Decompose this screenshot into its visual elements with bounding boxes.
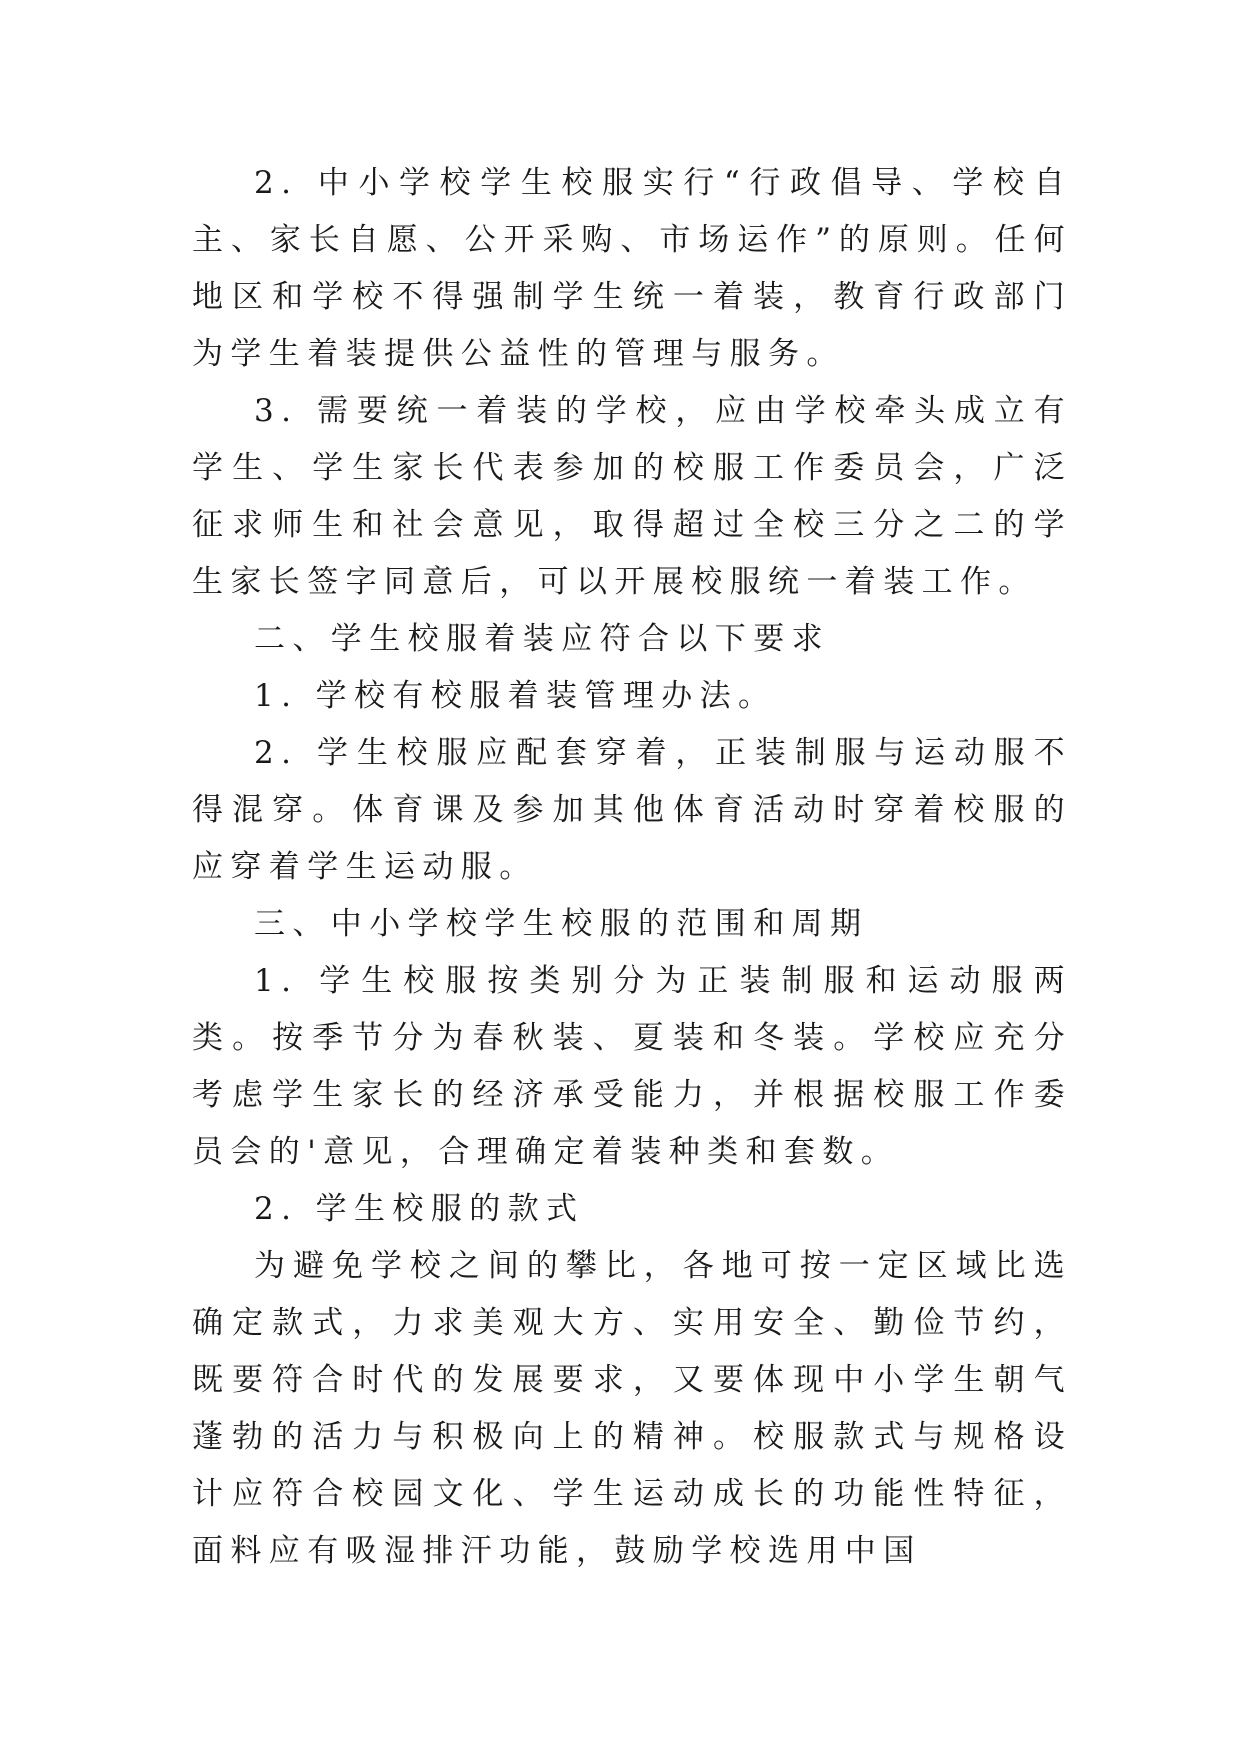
paragraph-management-rules: 1. 学校有校服着装管理办法。 (254, 678, 777, 714)
section-heading-requirements: 二、学生校服着装应符合以下要求 (254, 621, 830, 657)
document-body (192, 155, 1072, 1580)
section-heading-scope: 三、中小学校学生校服的范围和周期 (254, 906, 869, 942)
paragraph-style-design: 为避免学校之间的攀比，各地可按一定区域比选确定款式，力求美观大方、实用安全、勤俭节约，既要符合时代的发展要求，又要体现中小学生朝气蓬勃的活力与积极向上的精神。校服款式与规格设计应符合校园文化、学生运动成长的功能性特征，面料应有吸湿排汗功能，鼓励学校选用中国 (192, 1248, 1072, 1569)
paragraph-categories: 1. 学生校服按类别分为正装制服和运动服两类。按季节分为春秋装、夏装和冬装。学校应充分考虑学生家长的经济承受能力，并根据校服工作委员会的'意见，合理确定着装种类和套数。 (192, 963, 1072, 1170)
paragraph-committee: 3. 需要统一着装的学校，应由学校牵头成立有学生、学生家长代表参加的校服工作委员会，广泛征求师生和社会意见，取得超过全校三分之二的学生家长签字同意后，可以开展校服统一着装工作。 (192, 393, 1072, 600)
paragraph-matching-wear: 2. 学生校服应配套穿着，正装制服与运动服不得混穿。体育课及参加其他体育活动时穿着校服的应穿着学生运动服。 (192, 735, 1072, 885)
paragraph-principles: 2. 中小学校学生校服实行“行政倡导、学校自主、家长自愿、公开采购、市场运作”的原则。任何地区和学校不得强制学生统一着装，教育行政部门为学生着装提供公益性的管理与服务。 (192, 165, 1072, 372)
subheading-styles: 2. 学生校服的款式 (254, 1191, 585, 1227)
